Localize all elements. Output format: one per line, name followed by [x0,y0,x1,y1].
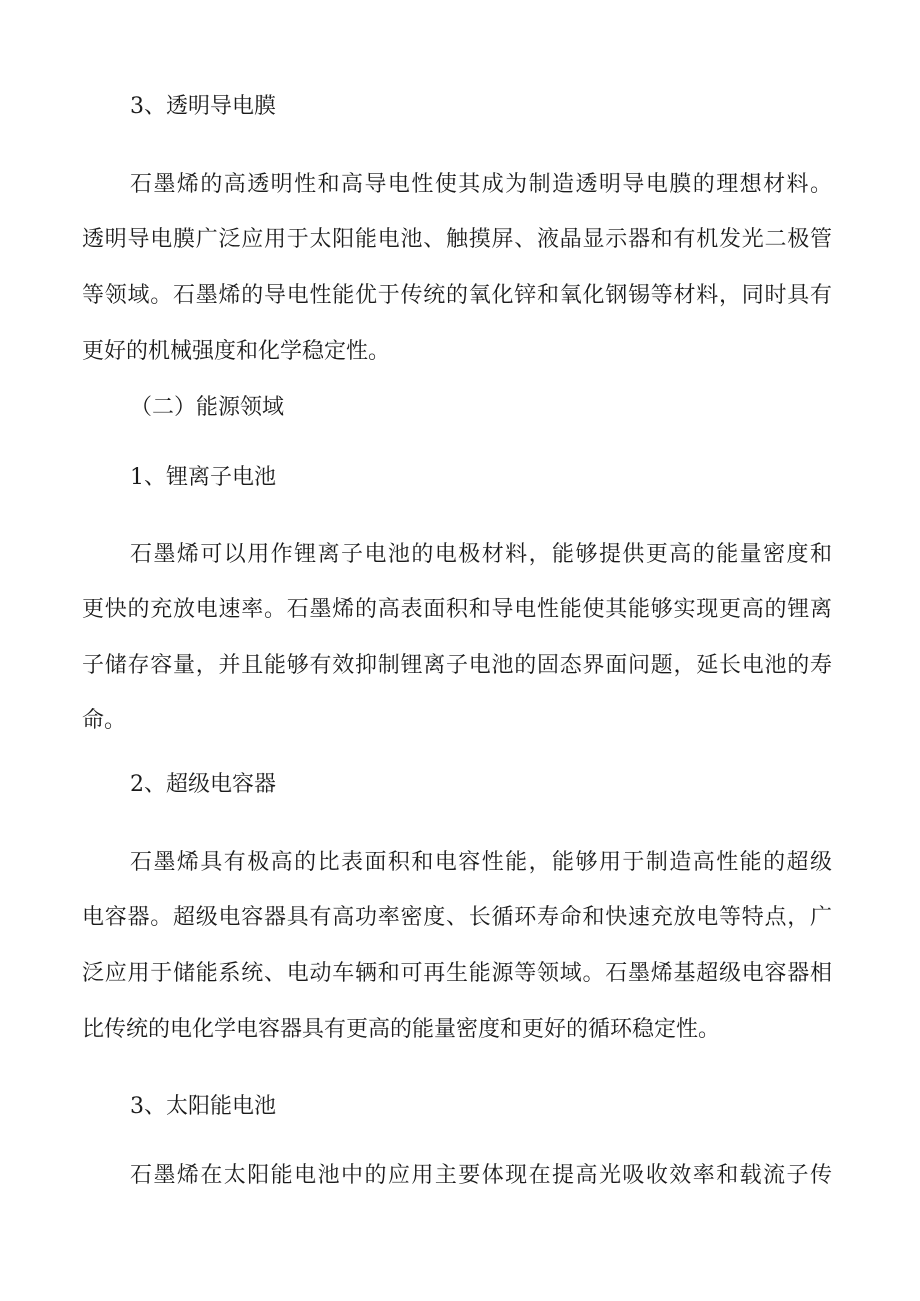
paragraph-line: 等领域。石墨烯的导电性能优于传统的氧化锌和氧化钢锡等材料，同时具有 [82,283,832,308]
paragraph-line: 石墨烯可以用作锂离子电池的电极材料，能够提供更高的能量密度和 [130,542,832,567]
heading-line: 2、超级电容器 [130,772,276,797]
paragraph-line: 更好的机械强度和化学稳定性。 [82,339,391,364]
paragraph-line: 石墨烯具有极高的比表面积和电容性能，能够用于制造高性能的超级 [130,850,832,875]
heading-line: 3、透明导电膜 [130,94,276,119]
heading-line: 1、锂离子电池 [130,465,276,490]
paragraph-line: 比传统的电化学电容器具有更高的能量密度和更好的循环稳定性。 [82,1017,721,1042]
heading-line: 3、太阳能电池 [130,1094,276,1119]
paragraph-line: 更快的充放电速率。石墨烯的高表面积和导电性能使其能够实现更高的锂离 [82,597,832,622]
paragraph-line: 电容器。超级电容器具有高功率密度、长循环寿命和快速充放电等特点，广 [82,905,832,930]
paragraph-line: 石墨烯的高透明性和高导电性使其成为制造透明导电膜的理想材料。 [130,172,832,197]
paragraph-line: 透明导电膜广泛应用于太阳能电池、触摸屏、液晶显示器和有机发光二极管 [82,227,832,252]
paragraph-line: 子储存容量，并且能够有效抑制锂离子电池的固态界面问题，延长电池的寿 [82,653,832,678]
paragraph-line: 命。 [82,708,127,733]
heading-line: （二）能源领域 [130,395,285,420]
paragraph-line: 泛应用于储能系统、电动车辆和可再生能源等领域。石墨烯基超级电容器相 [82,961,832,986]
paragraph-line: 石墨烯在太阳能电池中的应用主要体现在提高光吸收效率和载流子传 [130,1163,832,1188]
